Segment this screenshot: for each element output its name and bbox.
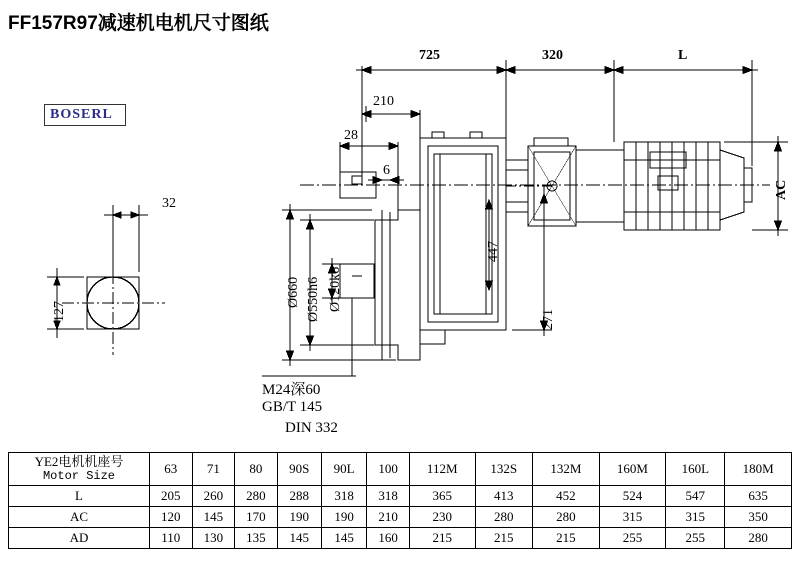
table-row <box>9 507 792 528</box>
dim-320: 320 <box>542 48 563 63</box>
dim-32: 32 <box>162 196 176 211</box>
L-cell: 280 <box>235 486 278 507</box>
AD-cell: 160 <box>367 528 410 549</box>
size-cell: 71 <box>192 453 235 486</box>
size-cell: 112M <box>409 453 475 486</box>
dim-120: Ø120k6 <box>328 266 343 312</box>
L-cell: 524 <box>599 486 666 507</box>
L-cell: 318 <box>321 486 367 507</box>
L-cell: 318 <box>367 486 410 507</box>
L-cell: 365 <box>409 486 475 507</box>
AC-cell: 315 <box>666 507 725 528</box>
L-cell: 635 <box>725 486 792 507</box>
AD-cell: 145 <box>277 528 321 549</box>
AC-cell: 280 <box>475 507 533 528</box>
AC-cell: 145 <box>192 507 235 528</box>
L-cell: 413 <box>475 486 533 507</box>
AD-cell: 215 <box>533 528 600 549</box>
AD-cell: 215 <box>409 528 475 549</box>
dim-28: 28 <box>344 128 358 143</box>
size-cell: 180M <box>725 453 792 486</box>
note-line-3: DIN 332 <box>285 420 338 436</box>
dim-271: 271 <box>541 309 556 330</box>
size-cell: 160L <box>666 453 725 486</box>
row-header-L: L <box>9 486 150 507</box>
dim-6: 6 <box>383 163 390 178</box>
AC-cell: 210 <box>367 507 410 528</box>
size-cell: 100 <box>367 453 410 486</box>
AC-cell: 350 <box>725 507 792 528</box>
dim-L: L <box>678 48 688 63</box>
AD-cell: 110 <box>150 528 193 549</box>
row-header-cn: YE2电机机座号 <box>34 454 124 469</box>
size-cell: 132M <box>533 453 600 486</box>
L-cell: 452 <box>533 486 600 507</box>
dim-447: 447 <box>486 241 501 262</box>
size-cell: 132S <box>475 453 533 486</box>
table-row <box>9 486 792 507</box>
L-cell: 288 <box>277 486 321 507</box>
L-cell: 205 <box>150 486 193 507</box>
dim-660: Ø660 <box>286 276 301 308</box>
AD-cell: 130 <box>192 528 235 549</box>
AD-cell: 215 <box>475 528 533 549</box>
size-cell: 80 <box>235 453 278 486</box>
L-cell: 547 <box>666 486 725 507</box>
dim-127: 127 <box>52 301 67 322</box>
note-line-2: GB/T 145 <box>262 399 323 415</box>
AC-cell: 190 <box>321 507 367 528</box>
row-header-AC: AC <box>9 507 150 528</box>
dim-550: Ø550h6 <box>306 276 321 322</box>
page-title: FF157R97减速机电机尺寸图纸 <box>8 13 269 34</box>
AC-cell: 190 <box>277 507 321 528</box>
dim-210: 210 <box>373 94 394 109</box>
row-header-en: Motor Size <box>42 469 115 483</box>
AD-cell: 145 <box>321 528 367 549</box>
size-cell: 90L <box>321 453 367 486</box>
dim-725: 725 <box>419 48 440 63</box>
AD-cell: 255 <box>666 528 725 549</box>
dim-AC: AC <box>774 179 789 200</box>
motor-size-table <box>8 452 792 549</box>
AC-cell: 170 <box>235 507 278 528</box>
AC-cell: 280 <box>533 507 600 528</box>
size-cell: 90S <box>277 453 321 486</box>
table-row-header <box>9 453 792 486</box>
AD-cell: 255 <box>599 528 666 549</box>
AD-cell: 280 <box>725 528 792 549</box>
size-cell: 63 <box>150 453 193 486</box>
AD-cell: 135 <box>235 528 278 549</box>
AC-cell: 315 <box>599 507 666 528</box>
table-row <box>9 528 792 549</box>
size-cell: 160M <box>599 453 666 486</box>
logo-text: BOSERL <box>50 107 113 122</box>
L-cell: 260 <box>192 486 235 507</box>
AC-cell: 230 <box>409 507 475 528</box>
row-header-AD: AD <box>9 528 150 549</box>
row-header-motor-size <box>9 453 150 486</box>
AC-cell: 120 <box>150 507 193 528</box>
note-line-1: M24深60 <box>262 382 321 398</box>
